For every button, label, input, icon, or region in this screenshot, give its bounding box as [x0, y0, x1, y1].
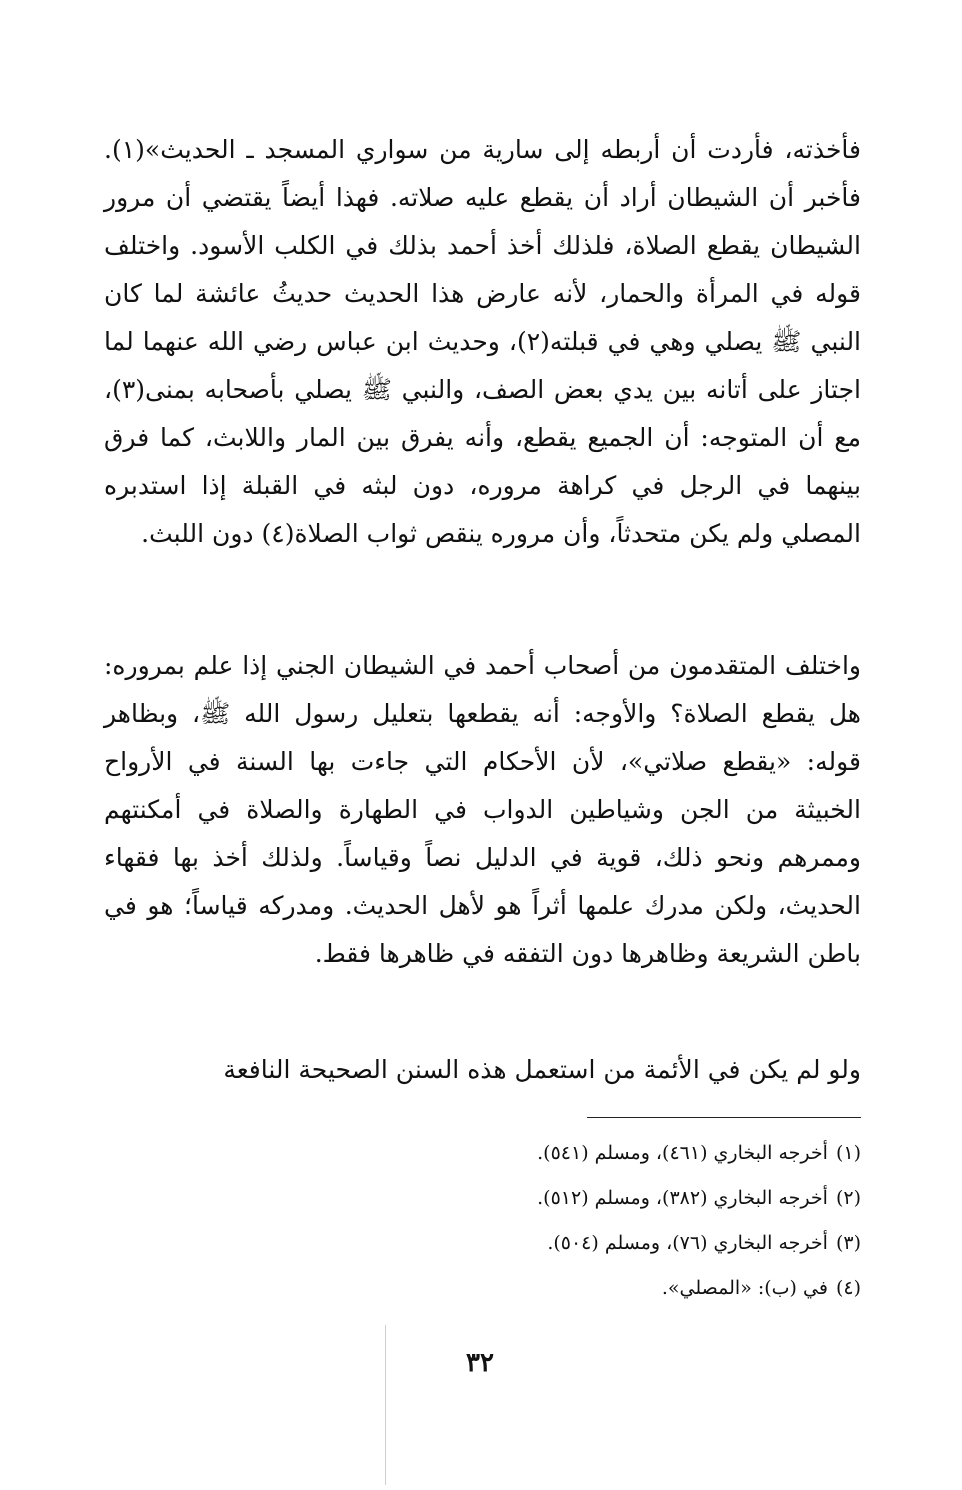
footnote-text: أخرجه البخاري (٧٦)، ومسلم (٥٠٤). [547, 1232, 828, 1254]
footnote-text: أخرجه البخاري (٣٨٢)، ومسلم (٥١٢). [537, 1187, 828, 1209]
scan-fold-line [385, 1325, 386, 1485]
paragraph-1: فأخذته، فأردت أن أربطه إلى سارية من سواري المسجد ـ الحديث»(١). فأخبر أن الشيطان أراد أن يقطع عليه صلاته. فهذا أيضاً يقتضي أن مرور الشيطان يقطع الصلاة، فلذلك أخذ أحمد بذلك في الكلب الأسود. واختلف قوله في المرأة والحمار، لأنه عارض هذا الحديث حديثُ عائشة لما كان النبي ﷺ يصلي وهي في قبلته(٢)، وحديث ابن عباس رضي الله عنهما لما اجتاز على أتانه بين يدي بعض الصف، والنبي ﷺ يصلي بأصحابه بمنى(٣)، مع أن المتوجه: أن الجميع يقطع، وأنه يفرق بين المار واللابث، كما فرق بينهما في الرجل في كراهة مروره، دون لبثه في القبلة إذا استدبره المصلي ولم يكن متحدثاً، وأن مروره ينقص ثواب الصلاة(٤) دون اللبث. [104, 135, 862, 548]
paragraph-3: ولو لم يكن في الأئمة من استعمل هذه السنن الصحيحة النافعة [223, 1055, 861, 1084]
footnote-2 [104, 1183, 861, 1228]
footnote-3 [104, 1228, 861, 1273]
paragraph-2: واختلف المتقدمون من أصحاب أحمد في الشيطان الجني إذا علم بمروره: هل يقطع الصلاة؟ والأوجه: أنه يقطعها بتعليل رسول الله ﷺ، وبظاهر قوله: «يقطع صلاتي»، لأن الأحكام التي جاءت بها السنة في الأرواح الخبيثة من الجن وشياطين الدواب في الطهارة والصلاة في أمكنتهم وممرهم ونحو ذلك، قوية في الدليل نصاً وقياساً. ولذلك أخذ بها فقهاء الحديث، ولكن مدرك علمها أثراً هو لأهل الحديث. ومدركه قياساً؛ هو في باطن الشريعة وظاهرها دون التفقه في ظاهرها فقط. [104, 651, 862, 968]
footnote-text: أخرجه البخاري (٤٦١)، ومسلم (٥٤١). [537, 1142, 828, 1164]
footnote-number: (٣) [835, 1232, 861, 1254]
footnote-number: (٤) [835, 1277, 861, 1299]
footnote-separator [587, 1117, 861, 1118]
footnote-number: (١) [835, 1142, 861, 1164]
footnote-number: (٢) [835, 1187, 861, 1209]
footnote-4 [104, 1273, 861, 1318]
footnotes-list [104, 1138, 861, 1318]
footnote-text: في (ب): «المصلي». [661, 1277, 828, 1299]
footnote-1 [104, 1138, 861, 1183]
page-number: ٣٢ [466, 1348, 494, 1378]
